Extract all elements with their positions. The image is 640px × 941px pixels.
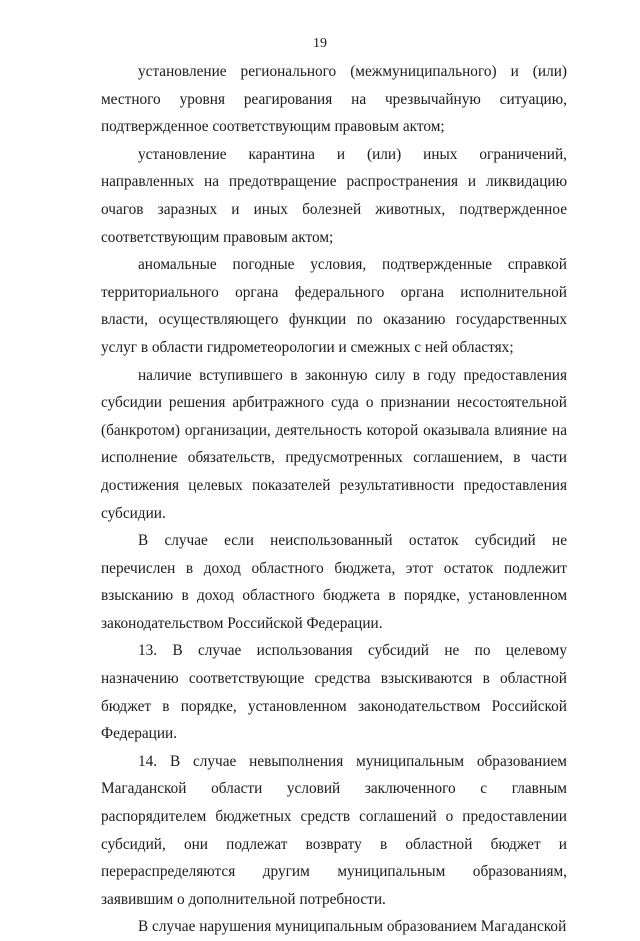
- paragraph-quarantine: установление карантина и (или) иных ограничений, направленных на предотвращение распространения и ликвидацию очагов заразных и иных болезней животных, подтвержденное соответствующим правовым актом;: [101, 145, 567, 246]
- paragraph-13-misuse: 13. В случае использования субсидий не по целевому назначению соответствующие средства взыскиваются в областной бюджет в порядке, установленном законодательством Российской Федерации.: [101, 642, 567, 743]
- paragraph-weather-conditions: аномальные погодные условия, подтвержденные справкой территориального органа федерального органа исполнительной власти, осуществляющего функции по оказанию государственных услуг в области гидрометеорологии и смежных с ней областях;: [101, 256, 567, 356]
- document-body: [101, 58, 567, 941]
- paragraph-14-non-fulfillment: 14. В случае невыполнения муниципальным образованием Магаданской области условий заключенного с главным распорядителем бюджетных средств соглашений о предоставлении субсидий, они подлежат возврату в областной бюджет и перераспределяются другим муниципальным образованиям, заявившим о дополнительной потребности.: [101, 752, 567, 908]
- paragraph-unused-balance: В случае если неиспользованный остаток субсидий не перечислен в доход областного бюджета, этот остаток подлежит взысканию в доход областного бюджета в порядке, установленном законодательством Российской Федерации.: [101, 532, 567, 632]
- paragraph-emergency-response: установление регионального (межмуниципального) и (или) местного уровня реагирования на чрезвычайную ситуацию, подтвержденное соответствующим правовым актом;: [101, 63, 567, 136]
- paragraph-bankruptcy: наличие вступившего в законную силу в году предоставления субсидии решения арбитражного суда о признании несостоятельной (банкротом) организации, деятельность которой оказывала влияние на исполнение обязательств, предусмотренных соглашением, в части достижения целевых показателей результативности предоставления субсидии.: [101, 366, 567, 522]
- page-number: 19: [313, 36, 327, 51]
- paragraph-violation: В случае нарушения муниципальным образованием Магаданской: [138, 918, 567, 936]
